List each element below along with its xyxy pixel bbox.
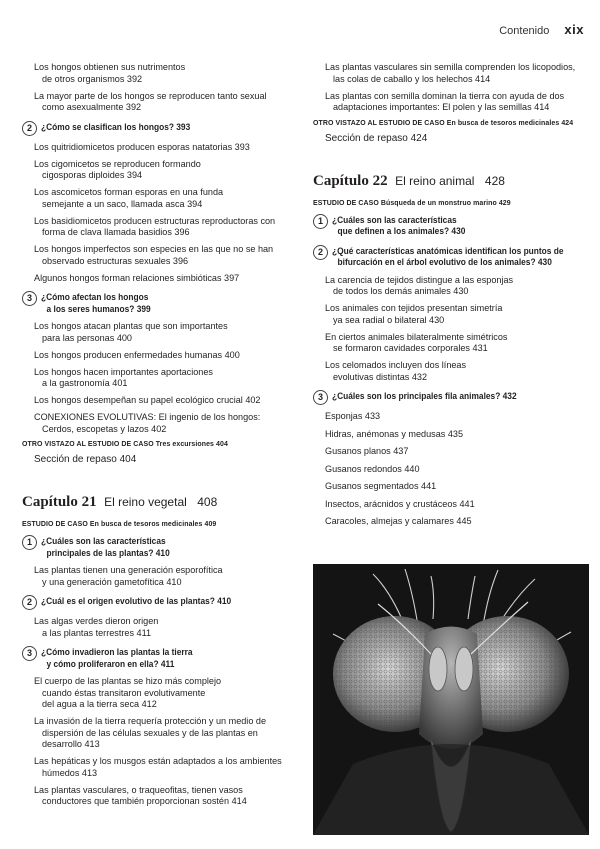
review-section[interactable]: Sección de repaso 404 bbox=[34, 454, 137, 465]
section-number-badge: 2 bbox=[313, 245, 328, 260]
toc-entry[interactable]: Los quitridiomicetos producen esporas natatorias 393 bbox=[34, 141, 250, 152]
case-study[interactable]: ESTUDIO DE CASO En busca de tesoros medicinales 409 bbox=[22, 519, 217, 528]
case-study[interactable]: ESTUDIO DE CASO Búsqueda de un monstruo marino 429 bbox=[313, 197, 511, 207]
toc-entry[interactable]: Los cigomicetos se reproducen formando cigosporas diploides 394 bbox=[34, 158, 201, 180]
chapter-heading[interactable]: Capítulo 21 El reino vegetal 408 bbox=[22, 494, 218, 510]
section-question[interactable]: 1 ¿Cuáles son las características principales de las plantas? 410 bbox=[22, 536, 292, 559]
case-study-revisit[interactable]: OTRO VISTAZO AL ESTUDIO DE CASO En busca de tesoros medicinales 424 bbox=[313, 117, 574, 127]
toc-entry[interactable]: Caracoles, almejas y calamares 445 bbox=[325, 516, 472, 526]
section-question[interactable]: 3 ¿Cómo afectan los hongos a los seres humanos? 399 bbox=[22, 292, 292, 315]
section-question[interactable]: 2 ¿Cómo se clasifican los hongos? 393 bbox=[22, 122, 292, 136]
section-number-badge: 3 bbox=[22, 646, 37, 661]
section-number-badge: 1 bbox=[22, 535, 37, 550]
page-number: xix bbox=[564, 22, 584, 37]
toc-entry[interactable]: Las plantas vasculares sin semilla comprenden los licopodios, las colas de caballo y los helechos 414 bbox=[325, 62, 576, 84]
toc-entry[interactable]: Las hepáticas y los musgos están adaptados a los ambientes húmedos 413 bbox=[34, 756, 282, 778]
section-question[interactable]: 1 ¿Cuáles son las características que definen a los animales? 430 bbox=[313, 215, 589, 238]
header-label: Contenido bbox=[499, 25, 550, 37]
section-question[interactable]: 2 ¿Cuál es el origen evolutivo de las plantas? 410 bbox=[22, 596, 292, 610]
case-study-revisit[interactable]: OTRO VISTAZO AL ESTUDIO DE CASO Tres excursiones 404 bbox=[22, 439, 228, 448]
section-number-badge: 3 bbox=[22, 291, 37, 306]
review-section[interactable]: Sección de repaso 424 bbox=[325, 132, 428, 144]
connections-entry[interactable]: CONEXIONES EVOLUTIVAS: El ingenio de los hongos: Cerdos, escopetas y lazos 402 bbox=[34, 412, 261, 434]
toc-entry[interactable]: Algunos hongos forman relaciones simbióticas 397 bbox=[34, 272, 240, 283]
fly-head-illustration bbox=[313, 564, 589, 835]
section-question[interactable]: 2 ¿Qué características anatómicas identifican los puntos de bifurcación en el árbol evolutivo de los animales? 430 bbox=[313, 246, 589, 269]
toc-entry[interactable]: La mayor parte de los hongos se reproducen tanto sexual como asexualmente 392 bbox=[34, 90, 267, 112]
toc-entry[interactable]: Gusanos segmentados 441 bbox=[325, 481, 437, 491]
toc-entry[interactable]: La carencia de tejidos distingue a las esponjas de todos los demás animales 430 bbox=[325, 274, 514, 296]
toc-entry[interactable]: El cuerpo de las plantas se hizo más complejo cuando éstas transitaron evolutivamente del agua a la tierra seca 412 bbox=[34, 676, 222, 709]
toc-entry[interactable]: Gusanos redondos 440 bbox=[325, 463, 420, 474]
toc-entry[interactable]: Los hongos producen enfermedades humanas 400 bbox=[34, 349, 240, 360]
toc-entry[interactable]: Gusanos planos 437 bbox=[325, 446, 409, 456]
section-number-badge: 1 bbox=[313, 214, 328, 229]
toc-entry[interactable]: Esponjas 433 bbox=[325, 411, 381, 421]
toc-entry[interactable]: Los celomados incluyen dos líneas evolutivas distintas 432 bbox=[325, 360, 467, 382]
toc-entry[interactable]: Hidras, anémonas y medusas 435 bbox=[325, 428, 463, 439]
toc-entry[interactable]: Insectos, arácnidos y crustáceos 441 bbox=[325, 498, 475, 509]
toc-entry[interactable]: Los basidiomicetos producen estructuras reproductoras con forma de clava llamada basidios 396 bbox=[34, 215, 276, 237]
toc-entry[interactable]: En ciertos animales bilateralmente simétricos se formaron cavidades corporales 431 bbox=[325, 331, 508, 353]
toc-entry[interactable]: Las algas verdes dieron origen a las plantas terrestres 411 bbox=[34, 616, 159, 638]
toc-entry[interactable]: Las plantas tienen una generación esporofítica y una generación gametofítica 410 bbox=[34, 565, 223, 587]
toc-entry[interactable]: Los hongos atacan plantas que son importantes para las personas 400 bbox=[34, 321, 228, 343]
toc-entry[interactable]: Las plantas vasculares, o traqueofitas, tienen vasos conductores que también proporcionan sostén 414 bbox=[34, 784, 247, 806]
section-number-badge: 2 bbox=[22, 121, 37, 136]
chapter-heading[interactable]: Capítulo 22 El reino animal 428 bbox=[313, 172, 505, 189]
toc-entry[interactable]: Los hongos imperfectos son especies en las que no se han observado estructuras sexuales 396 bbox=[34, 244, 274, 266]
toc-entry[interactable]: Los animales con tejidos presentan simetría ya sea radial o bilateral 430 bbox=[325, 303, 503, 325]
toc-entry[interactable]: Los hongos desempeñan su papel ecológico crucial 402 bbox=[34, 395, 261, 405]
fly-head-micrograph bbox=[313, 564, 589, 835]
toc-entry[interactable]: Las plantas con semilla dominan la tierra con ayuda de dos adaptaciones importantes: El polen y las semillas 414 bbox=[325, 90, 565, 112]
toc-entry[interactable]: La invasión de la tierra requería protección y un medio de dispersión de las células sexuales y de las plantas en desarrollo 413 bbox=[34, 716, 267, 749]
toc-entry[interactable]: Los hongos hacen importantes aportaciones a la gastronomía 401 bbox=[34, 366, 213, 388]
section-number-badge: 2 bbox=[22, 595, 37, 610]
toc-entry[interactable]: Los hongos obtienen sus nutrimentos de otros organismos 392 bbox=[34, 62, 186, 84]
toc-entry[interactable]: Los ascomicetos forman esporas en una funda semejante a un saco, llamada asca 394 bbox=[34, 187, 224, 209]
section-question[interactable]: 3 ¿Cuáles son los principales fila animales? 432 bbox=[313, 391, 589, 405]
page-header bbox=[499, 22, 584, 37]
right-column bbox=[313, 62, 589, 534]
section-question[interactable]: 3 ¿Cómo invadieron las plantas la tierra y cómo proliferaron en ella? 411 bbox=[22, 647, 292, 670]
section-number-badge: 3 bbox=[313, 390, 328, 405]
left-column bbox=[22, 62, 292, 813]
